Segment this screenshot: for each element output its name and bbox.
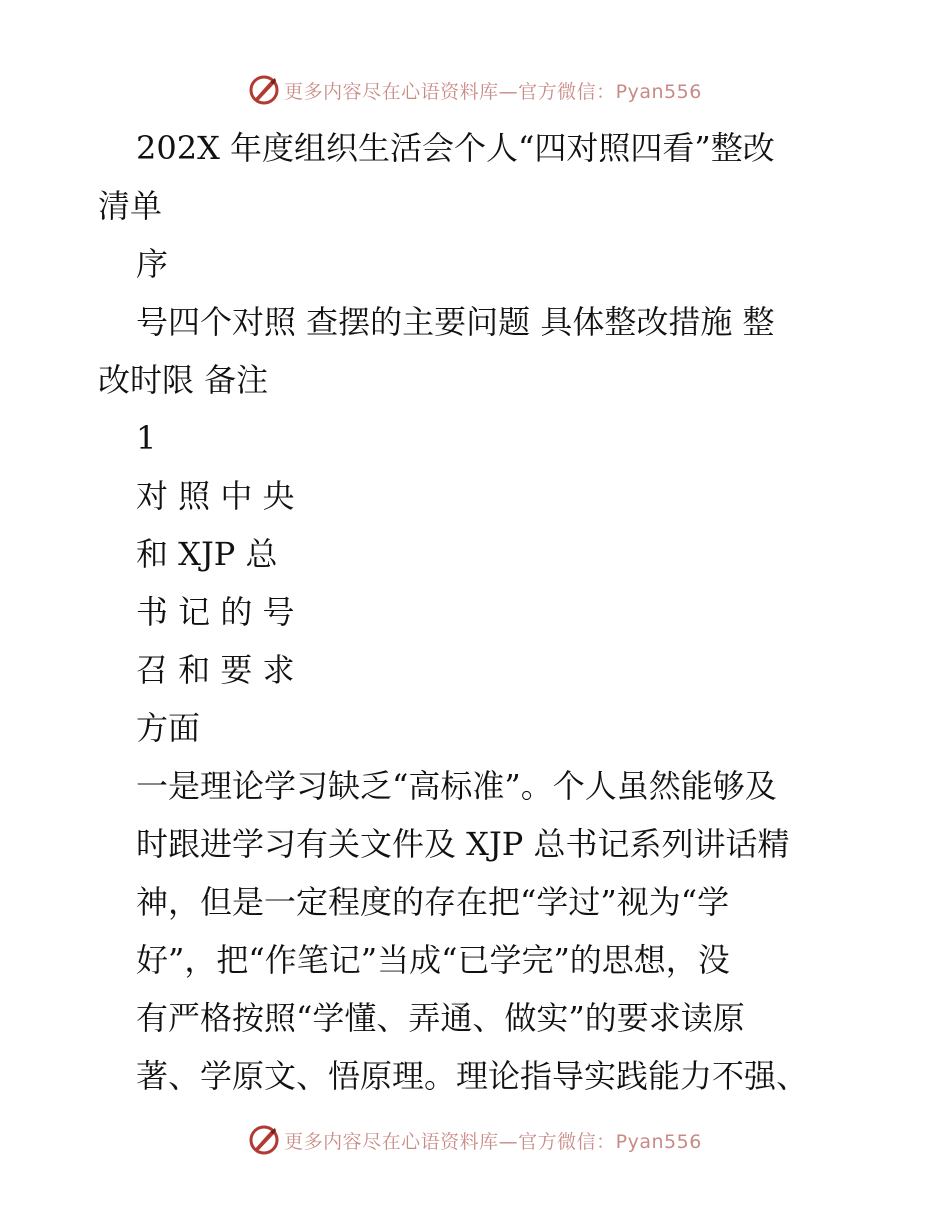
watermark-text: 更多内容尽在心语资料库—官方微信：Pyan556 [284,80,702,103]
comparison-line-2: 和 XJP 总 [136,535,278,573]
table-header-line-3: 改时限 备注 [98,361,269,399]
comparison-line-1: 对 照 中 央 [136,477,295,515]
issue-paragraph-line-3: 神，但是一定程度的存在把“学过”视为“学 [136,883,730,921]
header-watermark [0,70,950,110]
row-number: 1 [136,419,157,457]
comparison-line-3: 书 记 的 号 [136,593,295,631]
comparison-line-5: 方面 [136,709,201,747]
doc-title-line-1: 202X 年度组织生活会个人“四对照四看”整改 [136,129,775,167]
footer-watermark [0,1120,950,1160]
table-header-line-2: 号四个对照 查摆的主要问题 具体整改措施 整 [136,303,775,341]
doc-title-line-2: 清单 [98,187,163,225]
issue-paragraph-line-5: 有严格按照“学懂、弄通、做实”的要求读原 [136,999,745,1037]
watermark-text: 更多内容尽在心语资料库—官方微信：Pyan556 [284,1130,702,1153]
comparison-line-4: 召 和 要 求 [136,651,295,689]
issue-paragraph-line-2: 时跟进学习有关文件及 XJP 总书记系列讲话精 [136,825,790,863]
quill-pen-logo-icon [248,74,280,106]
table-header-line-1: 序 [136,245,169,283]
issue-paragraph-line-1: 一是理论学习缺乏“高标准”。个人虽然能够及 [136,767,777,805]
issue-paragraph-line-4: 好”，把“作笔记”当成“已学完”的思想，没 [136,941,730,979]
issue-paragraph-line-6: 著、学原文、悟原理。理论指导实践能力不强、 [136,1057,809,1095]
quill-pen-logo-icon [248,1124,280,1156]
